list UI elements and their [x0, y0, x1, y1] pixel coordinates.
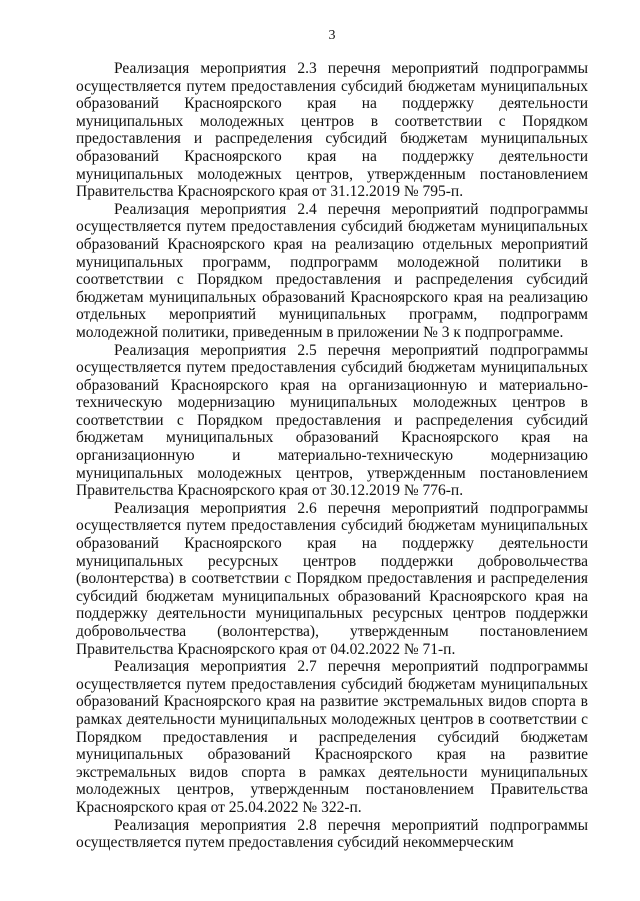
- paragraph-measure-2-8: Реализация мероприятия 2.8 перечня мероприятий подпрограммы осуществляется путем предоставления субсидий некоммерческим: [76, 816, 588, 852]
- page-number: 3: [328, 28, 336, 43]
- paragraph-measure-2-7: Реализация мероприятия 2.7 перечня мероприятий подпрограммы осуществляется путем предоставления субсидий бюджетам муниципальных образований Красноярского края на развитие экстремальных видов спорта в рамках деятельности муниципальных молодежных центров в соответствии с Порядком предоставления и распределения субсидий бюджетам муниципальных образований Красноярского края на развитие экстремальных видов спорта в рамках деятельности муниципальных молодежных центров, утвержденным постановлением Правительства Красноярского края от 25.04.2022 № 322-п.: [76, 658, 588, 816]
- paragraph-measure-2-4: Реализация мероприятия 2.4 перечня мероприятий подпрограммы осуществляется путем предоставления субсидий бюджетам муниципальных образований Красноярского края на реализацию отдельных мероприятий муниципальных программ, подпрограмм молодежной политики в соответствии с Порядком предоставления и распределения субсидий бюджетам муниципальных образований Красноярского края на реализацию отдельных мероприятий муниципальных программ, подпрограмм молодежной политики, приведенным в приложении № 3 к подпрограмме.: [76, 200, 588, 341]
- paragraph-measure-2-3: Реализация мероприятия 2.3 перечня мероприятий подпрограммы осуществляется путем предоставления субсидий бюджетам муниципальных образований Красноярского края на поддержку деятельности муниципальных молодежных центров в соответствии с Порядком предоставления и распределения субсидий бюджетам муниципальных образований Красноярского края на поддержку деятельности муниципальных молодежных центров, утвержденным постановлением Правительства Красноярского края от 31.12.2019 № 795-п.: [76, 60, 588, 201]
- paragraph-measure-2-6: Реализация мероприятия 2.6 перечня мероприятий подпрограммы осуществляется путем предоставления субсидий бюджетам муниципальных образований Красноярского края на поддержку деятельности муниципальных ресурсных центров поддержки добровольчества (волонтерства) в соответствии с Порядком предоставления и распределения субсидий бюджетам муниципальных образований Красноярского края на поддержку деятельности муниципальных ресурсных центров поддержки добровольчества (волонтерства), утвержденным постановлением Правительства Красноярского края от 04.02.2022 № 71-п.: [76, 499, 588, 658]
- paragraph-measure-2-5: Реализация мероприятия 2.5 перечня мероприятий подпрограммы осуществляется путем предоставления субсидий бюджетам муниципальных образований Красноярского края на организационную и материально-техническую модернизацию муниципальных молодежных центров в соответствии с Порядком предоставления и распределения субсидий бюджетам муниципальных образований Красноярского края на организационную и материально-техническую модернизацию муниципальных молодежных центров, утвержденным постановлением Правительства Красноярского края от 30.12.2019 № 776-п.: [76, 341, 588, 500]
